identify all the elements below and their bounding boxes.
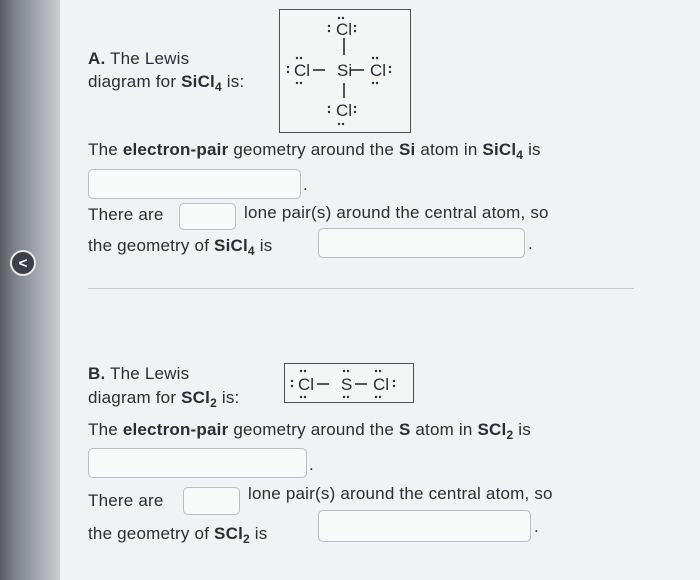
- part-a-lone-pairs-text: lone pair(s) around the central atom, so: [244, 203, 549, 222]
- part-b-lone-pairs-input[interactable]: [183, 487, 240, 515]
- back-button[interactable]: [10, 250, 36, 276]
- part-b-molecular-geometry-input[interactable]: [318, 510, 531, 542]
- part-a-there-are-label: There are: [88, 205, 164, 224]
- part-b-lone-pairs-text: lone pair(s) around the central atom, so: [248, 484, 553, 503]
- period: .: [534, 517, 539, 536]
- part-a-molecular-geometry-input[interactable]: [318, 228, 525, 258]
- part-a-geometry-label: the geometry of SiCl$_4$ is: [88, 236, 273, 258]
- part-b-there-are-label: There are: [88, 491, 164, 510]
- part-a-electron-pair-geometry-input[interactable]: [88, 169, 301, 199]
- lewis-atom-top: Cl: [336, 20, 353, 39]
- part-a-lewis-diagram: [279, 9, 411, 133]
- part-b-electron-pair-geometry-input[interactable]: [88, 448, 307, 478]
- lewis-atom-right: Cl: [373, 375, 390, 394]
- part-a-question-electron-pair: The electron-pair geometry around the Si atom in SiCl$_4$ is: [88, 140, 541, 162]
- lewis-atom-bottom: Cl: [336, 101, 353, 120]
- part-a-lone-pairs-input[interactable]: [179, 203, 236, 230]
- part-b-lewis-diagram: [284, 363, 414, 403]
- part-a-label-line2: diagram for SiCl$_4$ is:: [88, 72, 245, 94]
- period: .: [528, 234, 533, 253]
- period: .: [303, 175, 308, 194]
- lewis-atom-left: Cl: [294, 61, 311, 80]
- lewis-atom-right: Cl: [370, 61, 387, 80]
- part-b-geometry-label: the geometry of SCl$_2$ is: [88, 524, 268, 546]
- part-b-label-line1: B. The Lewis: [88, 364, 190, 383]
- part-b-question-electron-pair: The electron-pair geometry around the S atom in SCl$_2$ is: [88, 420, 531, 442]
- period: .: [309, 455, 314, 474]
- part-b-label-line2: diagram for SCl$_2$ is:: [88, 388, 240, 410]
- section-divider: [88, 288, 634, 289]
- lewis-atom-left: Cl: [298, 375, 315, 394]
- lewis-atom-center: Si: [337, 61, 353, 80]
- chevron-left-icon: <: [18, 254, 28, 272]
- lewis-atom-center: S: [341, 375, 353, 394]
- part-a-label-line1: A. The Lewis: [88, 49, 190, 68]
